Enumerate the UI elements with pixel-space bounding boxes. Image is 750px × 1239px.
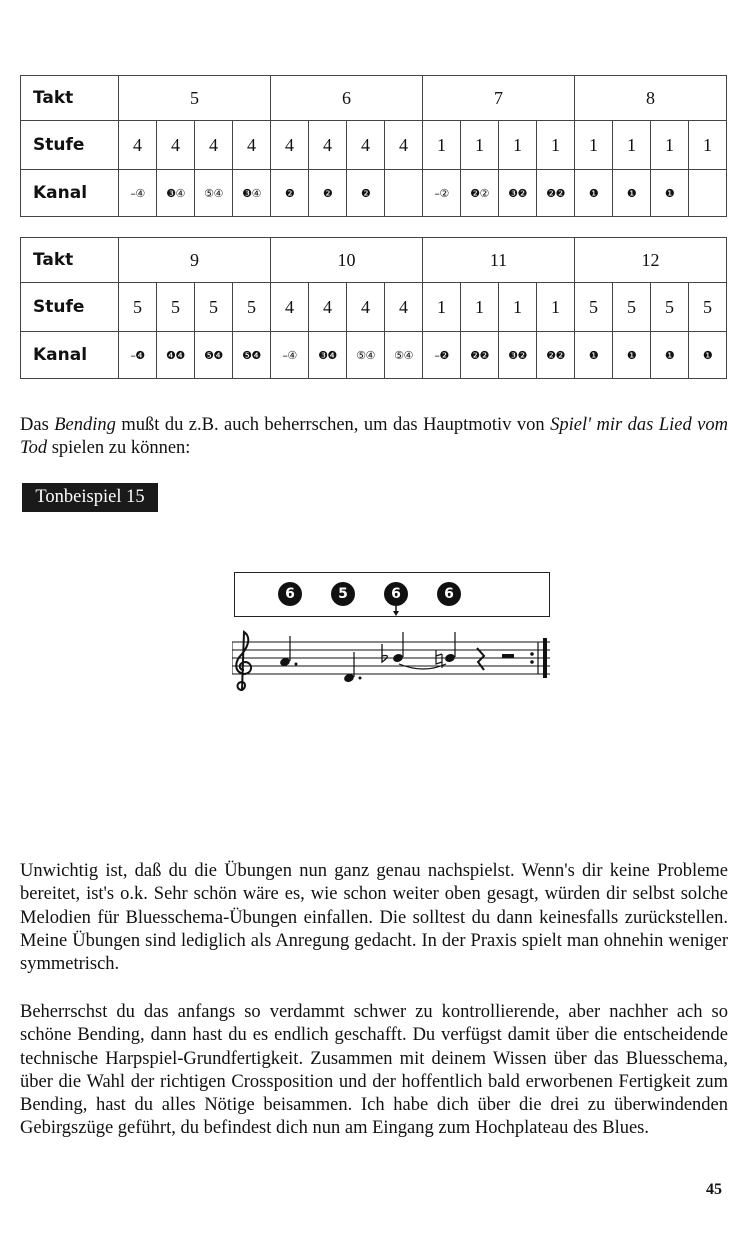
kanal-label: Kanal [21, 170, 119, 217]
stufe-cell: 5 [233, 283, 271, 332]
takt-cell: 12 [575, 238, 727, 283]
stufe-cell: 5 [157, 283, 195, 332]
kanal-cell: –② [434, 186, 449, 200]
stufe-cell: 4 [271, 121, 309, 170]
stufe-cell: 1 [499, 121, 537, 170]
stufe-cell: 4 [271, 283, 309, 332]
kanal-cell: ❸❷ [508, 348, 527, 362]
kanal-row [21, 332, 727, 379]
intro-text-1: Das [20, 415, 55, 435]
stufe-cell: 1 [689, 121, 727, 170]
stufe-cell: 1 [461, 283, 499, 332]
stufe-cell: 5 [119, 283, 157, 332]
stufe-cell: 5 [195, 283, 233, 332]
hole-number: 5 [331, 582, 355, 606]
tonbeispiel-badge: Tonbeispiel 15 [22, 483, 158, 512]
kanal-cell: ❷❷ [546, 186, 565, 200]
stufe-row [21, 283, 727, 332]
kanal-cell: ❶ [626, 348, 637, 362]
kanal-cell: –❹ [130, 348, 145, 362]
bend-arrow-icon [235, 573, 549, 616]
kanal-cell: ❷❷ [470, 348, 489, 362]
kanal-cell: –❷ [434, 348, 449, 362]
harp-notation-box [234, 572, 550, 617]
stufe-cell: 1 [651, 121, 689, 170]
music-staff [232, 630, 552, 705]
harp-table-2 [20, 237, 727, 379]
stufe-cell: 4 [309, 283, 347, 332]
kanal-cell: ❸④ [242, 186, 261, 200]
kanal-cell: ❶ [588, 186, 599, 200]
kanal-cell: ❷❷ [546, 348, 565, 362]
stufe-cell: 4 [119, 121, 157, 170]
body-paragraph-2: Beherrschst du das anfangs so verdammt schwer zu kontrollierende, aber nachher ach so schöne Bending, dann hast du es endlich geschafft. Du verfügst damit über die entscheidende technische Harpspiel-Grundfertigkeit. Zusammen mit deinem Wissen über das Bluesschema, über die Wahl der richtigen Crossposition und der hoffentlich bald erworbenen Fertigkeit zum Bending, hast du alles Nötige beisammen. Ich habe dich über die drei zu überwindenden Gebirgszüge geführt, du befindest dich nun am Eingang zum Hochplateau des Blues. [20, 1002, 728, 1139]
kanal-cell: ⑤④ [204, 186, 223, 200]
kanal-cell: ❹❹ [166, 348, 185, 362]
body-paragraph-1: Unwichtig ist, daß du die Übungen nun ganz genau nachspielst. Wenn's dir keine Probleme bereitet, ist's o.k. Sehr schön wäre es, wie schon weiter oben gesagt, würden dir selbst solche Melodien für Bluesschema-Übungen einfallen. Die solltest du dann keinesfalls zurückstellen. Meine Übungen sind lediglich als Anregung gedacht. In der Praxis spielt man ohnehin weniger symmetrisch. [20, 861, 728, 975]
kanal-cell: ❷② [470, 186, 489, 200]
kanal-cell: ❶ [664, 186, 675, 200]
stufe-cell: 4 [233, 121, 271, 170]
kanal-cell: ❶ [588, 348, 599, 362]
kanal-cell: –④ [130, 186, 145, 200]
takt-label: Takt [21, 238, 119, 283]
kanal-cell: ❶ [702, 348, 713, 362]
takt-cell: 8 [575, 76, 727, 121]
stufe-cell: 5 [651, 283, 689, 332]
kanal-cell: ⑤④ [394, 348, 413, 362]
stufe-cell: 1 [537, 121, 575, 170]
intro-emphasis-bending: Bending [54, 415, 116, 435]
stufe-cell: 1 [575, 121, 613, 170]
page-number: 45 [706, 1181, 722, 1198]
kanal-cell: ❺❹ [242, 348, 261, 362]
treble-clef-icon [236, 632, 251, 690]
stufe-cell: 4 [309, 121, 347, 170]
hole-number-bend: 6 [384, 582, 408, 606]
stufe-cell: 1 [499, 283, 537, 332]
takt-label: Takt [21, 76, 119, 121]
stufe-cell: 5 [575, 283, 613, 332]
stufe-cell: 1 [537, 283, 575, 332]
stufe-cell: 4 [347, 283, 385, 332]
kanal-cell: ❶ [626, 186, 637, 200]
stufe-label: Stufe [21, 283, 119, 332]
intro-text-3: spielen zu können: [47, 438, 191, 459]
intro-text-2: mußt du z.B. auch beherrschen, um das Hauptmotiv von [115, 415, 551, 435]
takt-cell: 10 [271, 238, 423, 283]
stufe-cell: 4 [195, 121, 233, 170]
kanal-label: Kanal [21, 332, 119, 379]
takt-cell: 6 [271, 76, 423, 121]
stufe-cell: 1 [461, 121, 499, 170]
takt-cell: 5 [119, 76, 271, 121]
kanal-cell: –④ [282, 348, 297, 362]
harp-table-1 [20, 75, 727, 217]
kanal-cell: ❸❷ [508, 186, 527, 200]
kanal-cell: ❸④ [166, 186, 185, 200]
kanal-cell: ❶ [664, 348, 675, 362]
kanal-cell: ❸❹ [318, 348, 337, 362]
kanal-cell: ❷ [322, 186, 333, 200]
stufe-cell: 4 [347, 121, 385, 170]
takt-cell: 9 [119, 238, 271, 283]
stufe-cell: 5 [613, 283, 651, 332]
stufe-cell: 1 [423, 121, 461, 170]
stufe-row [21, 121, 727, 170]
stufe-cell: 1 [613, 121, 651, 170]
stufe-cell: 1 [423, 283, 461, 332]
intro-paragraph [20, 414, 728, 461]
takt-cell: 11 [423, 238, 575, 283]
hole-number: 6 [278, 582, 302, 606]
hole-number: 6 [437, 582, 461, 606]
stufe-label: Stufe [21, 121, 119, 170]
kanal-row [21, 170, 727, 217]
stufe-cell: 4 [157, 121, 195, 170]
takt-cell: 7 [423, 76, 575, 121]
kanal-cell: ❷ [360, 186, 371, 200]
stufe-cell: 4 [385, 121, 423, 170]
stufe-cell: 5 [689, 283, 727, 332]
kanal-cell: ⑤④ [356, 348, 375, 362]
kanal-cell: ❺❹ [204, 348, 223, 362]
kanal-cell: ❷ [284, 186, 295, 200]
stufe-cell: 4 [385, 283, 423, 332]
intro-emphasis-title: Spiel' mir das Lied vom Tod [20, 415, 728, 459]
